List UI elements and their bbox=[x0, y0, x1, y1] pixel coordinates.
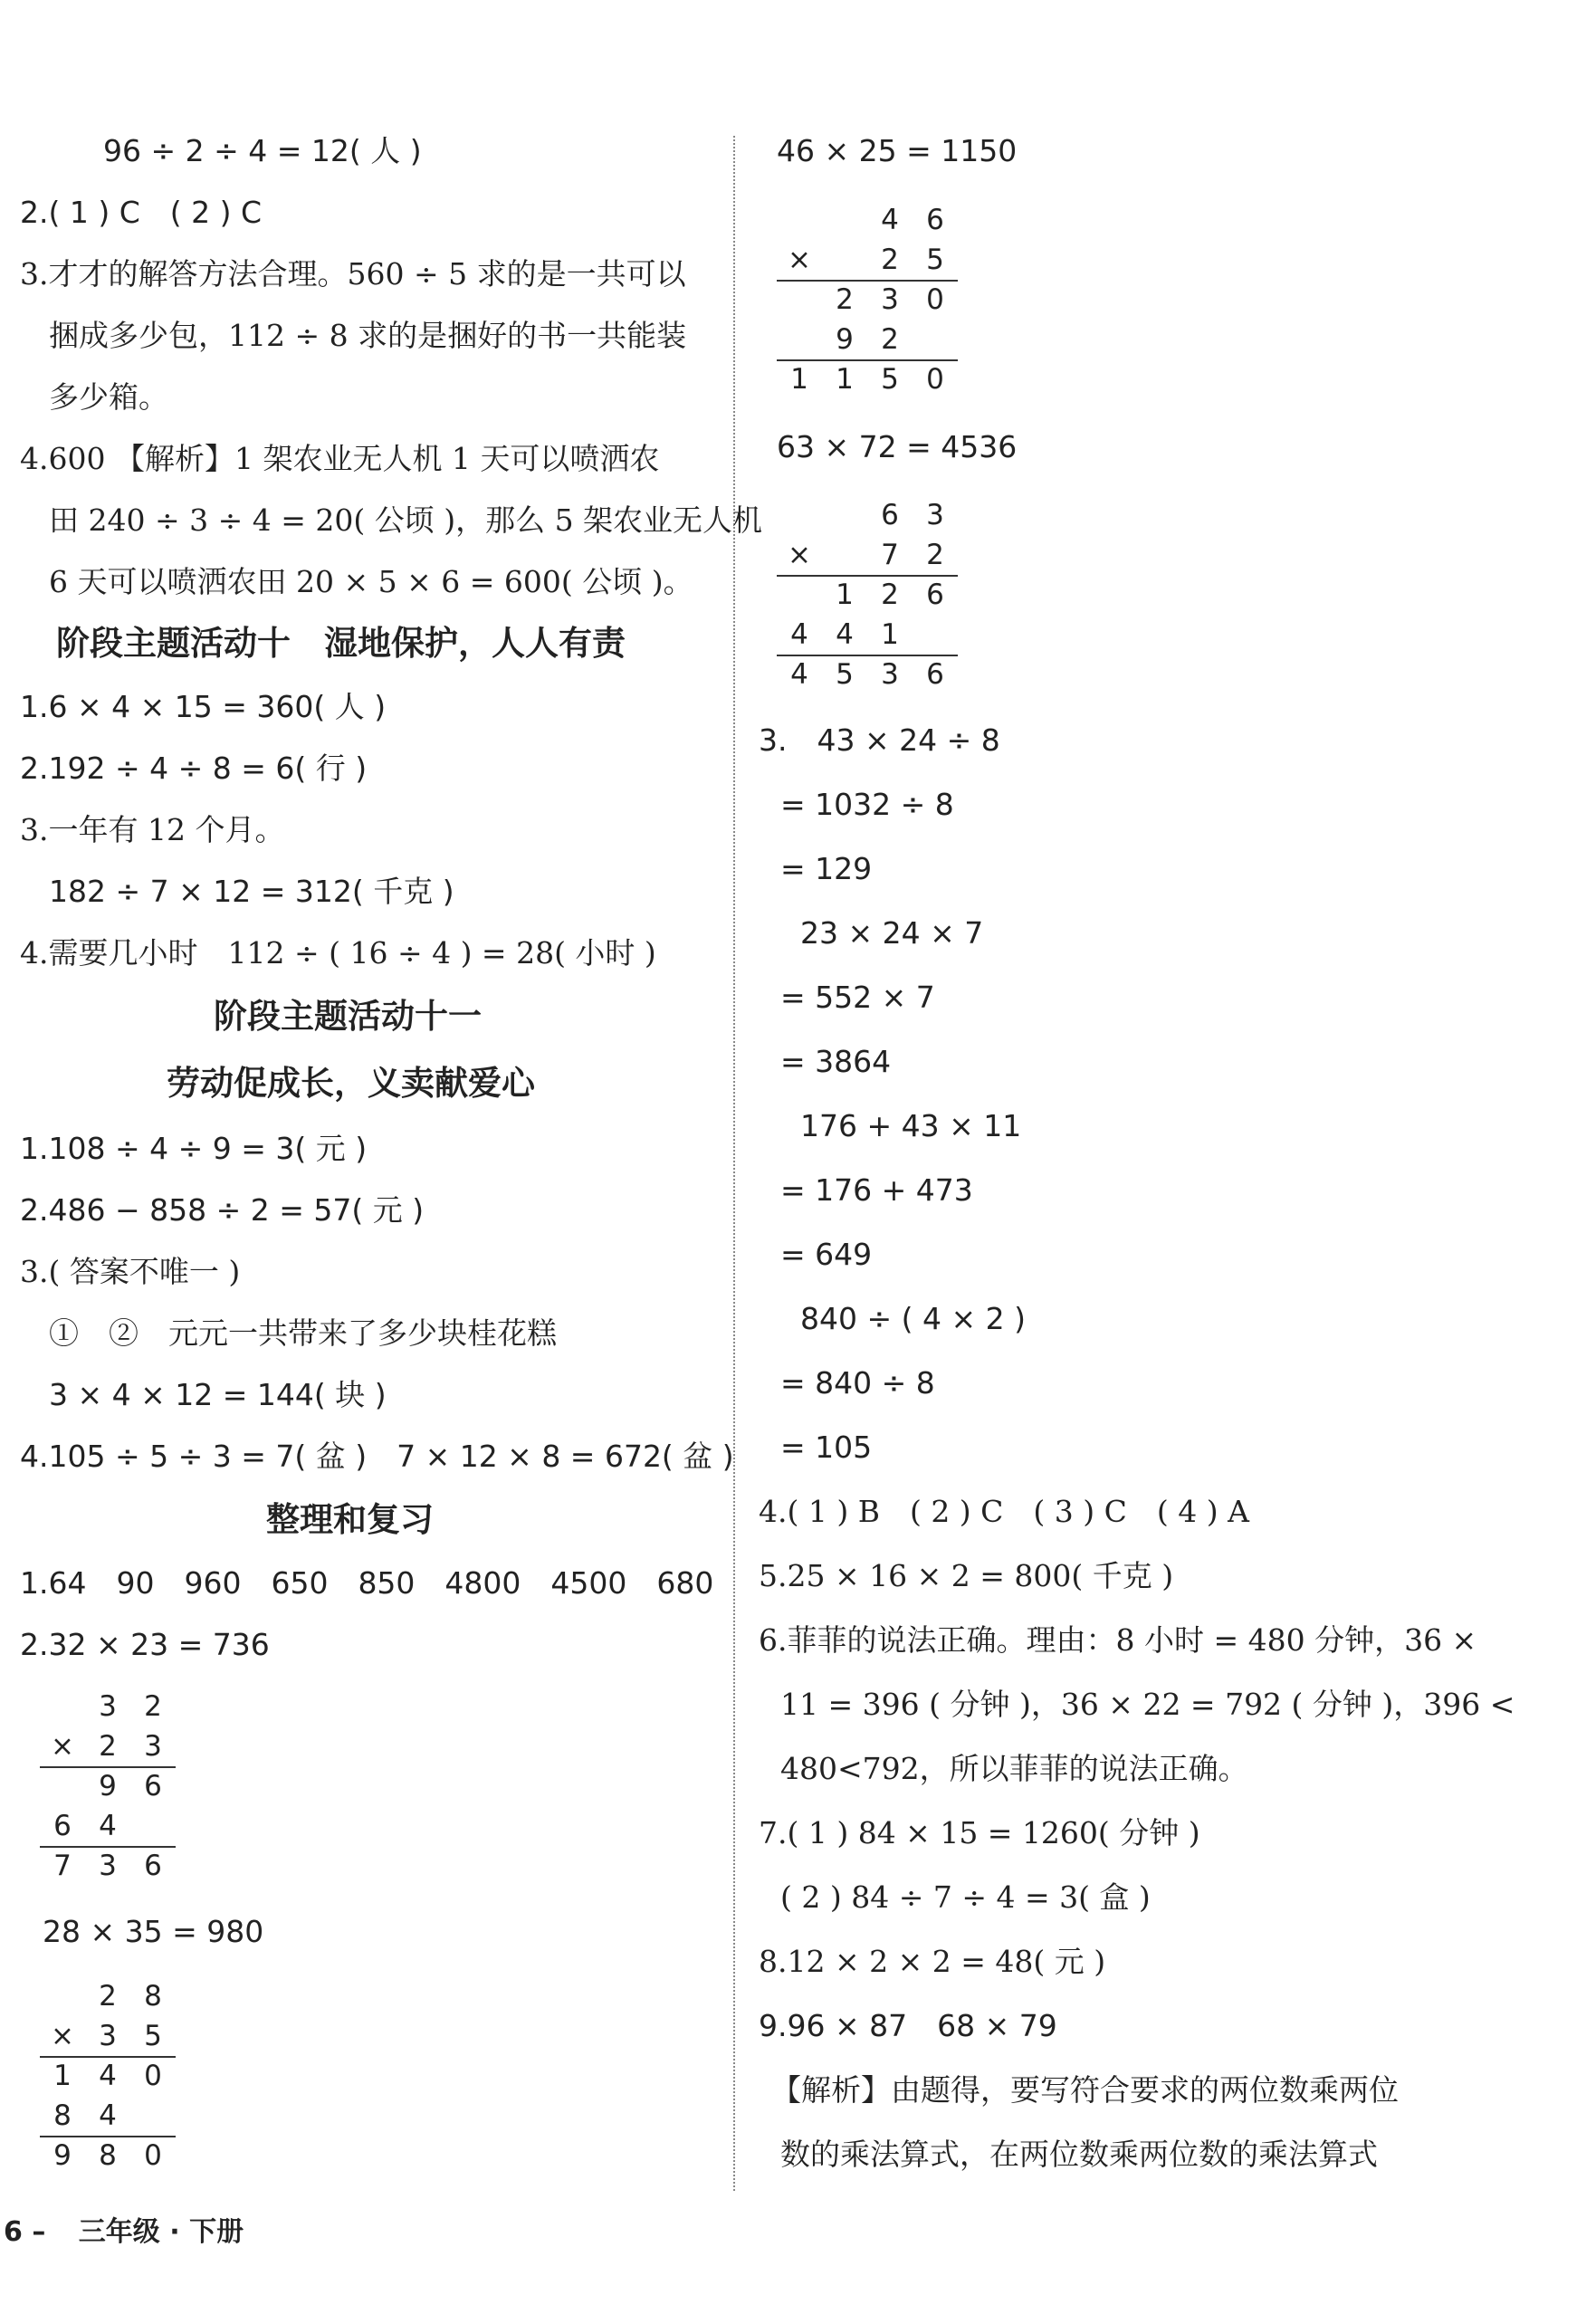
digit-cell: 8 bbox=[144, 1980, 162, 2013]
text-line: 1.108 ÷ 4 ÷ 9 = 3( 元 ) bbox=[20, 1131, 368, 1166]
digit-cell: 1 bbox=[881, 618, 899, 651]
text-line: 3.才才的解答方法合理。560 ÷ 5 求的是一共可以 bbox=[20, 256, 686, 292]
text-line: ① ② 元元一共带来了多少块桂花糕 bbox=[49, 1315, 557, 1351]
text-line: 46 × 25 = 1150 bbox=[777, 133, 1018, 168]
text-line: 3. 43 × 24 ÷ 8 bbox=[759, 722, 1000, 758]
text-line: 480<792，所以菲菲的说法正确。 bbox=[780, 1751, 1248, 1786]
page-number: 6 – bbox=[4, 2216, 46, 2248]
digit-cell: 6 bbox=[144, 1770, 162, 1802]
digit-cell: 5 bbox=[881, 363, 899, 396]
digit-cell: 4 bbox=[99, 2060, 117, 2092]
digit-cell: 9 bbox=[836, 323, 854, 356]
rule-line bbox=[777, 655, 958, 656]
digit-cell: 4 bbox=[99, 2099, 117, 2132]
digit-cell: 2 bbox=[881, 578, 899, 611]
digit-cell: 6 bbox=[926, 578, 944, 611]
text-line: 3.( 答案不唯一 ) bbox=[20, 1254, 241, 1289]
text-line: 176 + 43 × 11 bbox=[800, 1108, 1022, 1143]
digit-cell: 7 bbox=[881, 539, 899, 571]
text-line: 4.需要几小时 112 ÷ ( 16 ÷ 4 ) = 28( 小时 ) bbox=[20, 935, 656, 971]
text-line: 2.192 ÷ 4 ÷ 8 = 6( 行 ) bbox=[20, 751, 368, 786]
digit-cell: 1 bbox=[836, 363, 854, 396]
text-line: 2.486 − 858 ÷ 2 = 57( 元 ) bbox=[20, 1192, 425, 1228]
digit-cell: 4 bbox=[836, 618, 854, 651]
digit-cell: 4 bbox=[881, 204, 899, 236]
digit-cell: 1 bbox=[836, 578, 854, 611]
digit-cell: 2 bbox=[881, 323, 899, 356]
digit-cell: 3 bbox=[99, 1850, 117, 1882]
text-line: 4.600 【解析】1 架农业无人机 1 天可以喷洒农 bbox=[20, 441, 660, 476]
digit-cell: 6 bbox=[144, 1850, 162, 1882]
digit-cell: 3 bbox=[99, 1690, 117, 1723]
text-line: = 1032 ÷ 8 bbox=[780, 787, 954, 822]
grade-label: 三年级 · 下册 bbox=[78, 2216, 244, 2248]
text-line: 数的乘法算式，在两位数乘两位数的乘法算式 bbox=[780, 2137, 1378, 2172]
digit-cell: 3 bbox=[881, 283, 899, 316]
digit-cell: 6 bbox=[926, 204, 944, 236]
rule-line bbox=[40, 2056, 176, 2058]
digit-cell: 8 bbox=[53, 2099, 72, 2132]
digit-cell: 6 bbox=[881, 499, 899, 531]
digit-cell: 3 bbox=[144, 1730, 162, 1763]
text-line: 5.25 × 16 × 2 = 800( 千克 ) bbox=[759, 1558, 1174, 1593]
digit-cell: 0 bbox=[144, 2139, 162, 2172]
text-line: ( 2 ) 84 ÷ 7 ÷ 4 = 3( 盒 ) bbox=[780, 1879, 1151, 1915]
digit-cell: 5 bbox=[144, 2020, 162, 2052]
column-divider bbox=[733, 136, 735, 2191]
text-line: 3.一年有 12 个月。 bbox=[20, 812, 285, 847]
digit-cell: 1 bbox=[790, 363, 808, 396]
digit-cell: 0 bbox=[926, 283, 944, 316]
digit-cell: 3 bbox=[926, 499, 944, 531]
digit-cell: 5 bbox=[926, 244, 944, 276]
rule-line bbox=[40, 2136, 176, 2137]
text-line: 2.32 × 23 = 736 bbox=[20, 1627, 270, 1662]
text-line: 4.( 1 ) B ( 2 ) C ( 3 ) C ( 4 ) A bbox=[759, 1494, 1249, 1529]
digit-cell: 2 bbox=[99, 1980, 117, 2013]
section-subheading: 劳动促成长，义卖献爱心 bbox=[167, 1064, 535, 1103]
text-line: 【解析】由题得，要写符合要求的两位数乘两位 bbox=[771, 2072, 1399, 2108]
digit-cell: 5 bbox=[836, 658, 854, 691]
text-line: = 3864 bbox=[780, 1044, 892, 1079]
digit-cell: 4 bbox=[790, 658, 808, 691]
digit-cell: 7 bbox=[53, 1850, 72, 1882]
text-line: 1.6 × 4 × 15 = 360( 人 ) bbox=[20, 689, 387, 724]
text-line: 96 ÷ 2 ÷ 4 = 12( 人 ) bbox=[103, 133, 422, 168]
digit-cell: 9 bbox=[53, 2139, 72, 2172]
rule-line bbox=[777, 575, 958, 577]
digit-cell: × bbox=[51, 2020, 74, 2052]
text-line: 182 ÷ 7 × 12 = 312( 千克 ) bbox=[49, 874, 454, 909]
text-line: 多少箱。 bbox=[49, 379, 168, 415]
digit-cell: 2 bbox=[836, 283, 854, 316]
text-line: 田 240 ÷ 3 ÷ 4 = 20( 公顷 )，那么 5 架农业无人机 bbox=[49, 502, 763, 538]
digit-cell: 3 bbox=[99, 2020, 117, 2052]
digit-cell: 6 bbox=[926, 658, 944, 691]
text-line: 捆成多少包，112 ÷ 8 求的是捆好的书一共能装 bbox=[49, 318, 687, 353]
text-line: 1.64 90 960 650 850 4800 4500 680 bbox=[20, 1565, 714, 1601]
digit-cell: 2 bbox=[881, 244, 899, 276]
section-heading: 阶段主题活动十 湿地保护，人人有责 bbox=[56, 624, 626, 663]
text-line: 840 ÷ ( 4 × 2 ) bbox=[800, 1301, 1026, 1336]
text-line: 9.96 × 87 68 × 79 bbox=[759, 2008, 1057, 2043]
digit-cell: 0 bbox=[926, 363, 944, 396]
text-line: 23 × 24 × 7 bbox=[800, 915, 984, 951]
digit-cell: 4 bbox=[790, 618, 808, 651]
text-line: = 840 ÷ 8 bbox=[780, 1365, 935, 1401]
section-heading: 阶段主题活动十一 bbox=[214, 997, 482, 1036]
digit-cell: 8 bbox=[99, 2139, 117, 2172]
text-line: 11 = 396 ( 分钟 )，36 × 22 = 792 ( 分钟 )，396 < bbox=[780, 1687, 1515, 1722]
text-line: 6 天可以喷洒农田 20 × 5 × 6 = 600( 公顷 )。 bbox=[49, 564, 693, 599]
text-line: 6.菲菲的说法正确。理由：8 小时 = 480 分钟，36 × bbox=[759, 1622, 1477, 1658]
text-line: 28 × 35 = 980 bbox=[43, 1914, 264, 1949]
text-line: = 176 + 473 bbox=[780, 1172, 973, 1208]
text-line: = 552 × 7 bbox=[780, 980, 935, 1015]
text-line: 3 × 4 × 12 = 144( 块 ) bbox=[49, 1377, 387, 1412]
section-heading: 整理和复习 bbox=[266, 1500, 434, 1539]
rule-line bbox=[40, 1846, 176, 1848]
text-line: 2.( 1 ) C ( 2 ) C bbox=[20, 195, 262, 230]
digit-cell: × bbox=[51, 1730, 74, 1763]
text-line: 4.105 ÷ 5 ÷ 3 = 7( 盆 ) 7 × 12 × 8 = 672( 盆 ) bbox=[20, 1439, 734, 1474]
text-line: = 129 bbox=[780, 851, 873, 886]
digit-cell: 4 bbox=[99, 1810, 117, 1842]
text-line: 63 × 72 = 4536 bbox=[777, 429, 1018, 464]
digit-cell: × bbox=[788, 539, 811, 571]
digit-cell: × bbox=[788, 244, 811, 276]
digit-cell: 2 bbox=[144, 1690, 162, 1723]
digit-cell: 3 bbox=[881, 658, 899, 691]
text-line: 8.12 × 2 × 2 = 48( 元 ) bbox=[759, 1944, 1106, 1979]
rule-line bbox=[40, 1766, 176, 1768]
digit-cell: 1 bbox=[53, 2060, 72, 2092]
text-line: = 105 bbox=[780, 1430, 873, 1465]
page-footer bbox=[0, 2209, 244, 2249]
rule-line bbox=[777, 280, 958, 282]
text-line: = 649 bbox=[780, 1237, 873, 1272]
digit-cell: 0 bbox=[144, 2060, 162, 2092]
digit-cell: 9 bbox=[99, 1770, 117, 1802]
text-line: 7.( 1 ) 84 × 15 = 1260( 分钟 ) bbox=[759, 1815, 1200, 1850]
rule-line bbox=[777, 359, 958, 361]
digit-cell: 6 bbox=[53, 1810, 72, 1842]
digit-cell: 2 bbox=[926, 539, 944, 571]
digit-cell: 2 bbox=[99, 1730, 117, 1763]
